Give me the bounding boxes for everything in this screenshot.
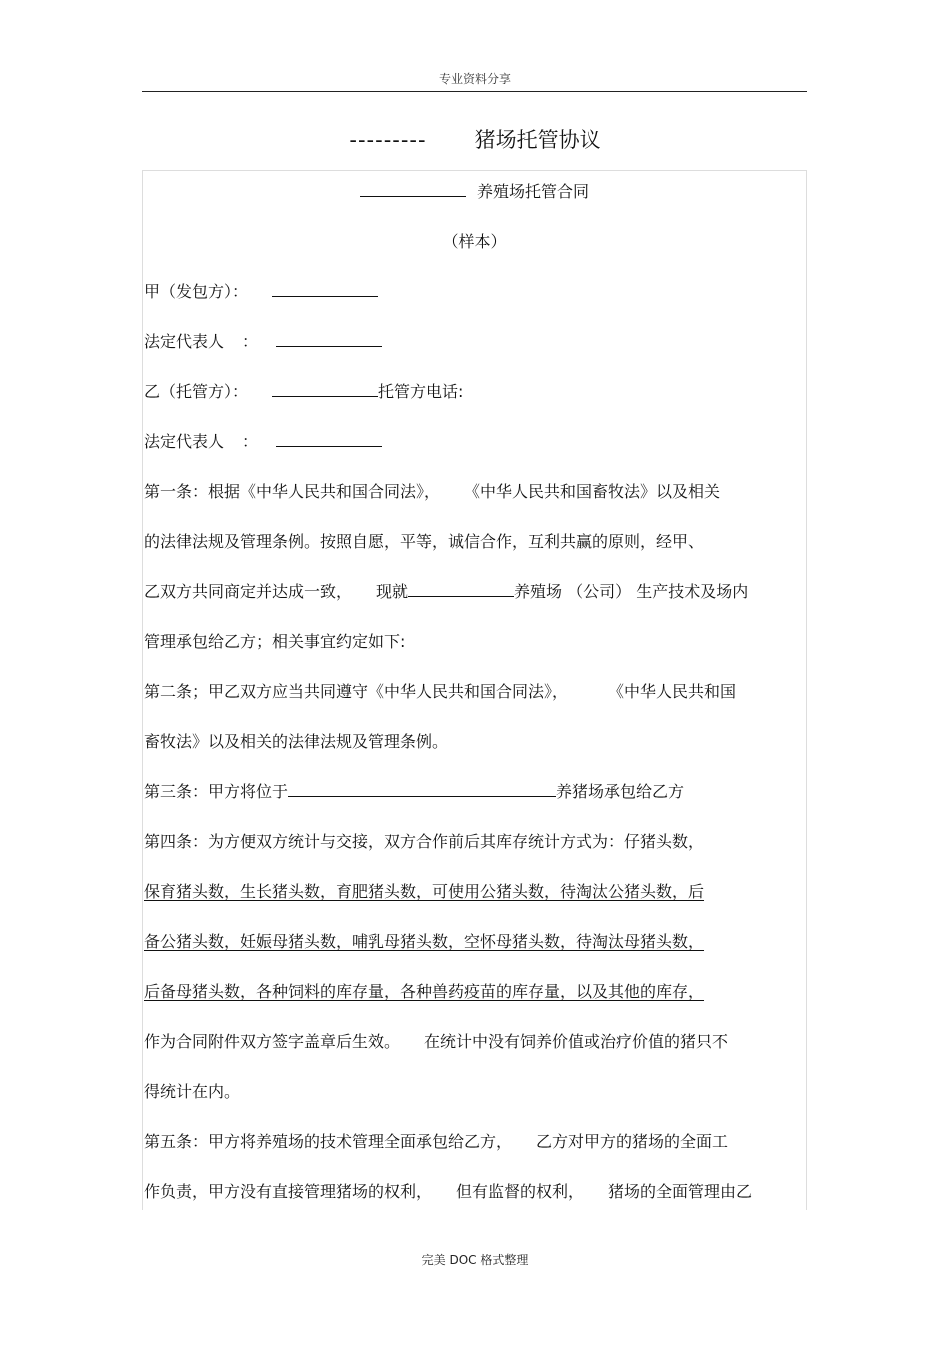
title-text: 猪场托管协议 bbox=[474, 128, 601, 152]
party-b-blank bbox=[272, 380, 378, 397]
article-5-text: 乙方对甲方的猪场的全面工 bbox=[536, 1132, 729, 1151]
article-2-line-2: 畜牧法》以及相关的法律法规及管理条例。 bbox=[144, 732, 449, 751]
article-1-line-2: 的法律法规及管理条例。按照自愿，平等，诚信合作，互利共赢的原则，经甲、 bbox=[144, 532, 705, 551]
article-1-line-3 bbox=[144, 580, 806, 604]
contract-heading-text: 养殖场托管合同 bbox=[477, 182, 590, 201]
article-1-text: 养殖场 （公司） 生产技术及场内 bbox=[514, 582, 749, 601]
party-b-label: 乙（托管方）： bbox=[144, 382, 249, 401]
article-1-text: 《中华人民共和国畜牧法》以及相关 bbox=[464, 482, 721, 501]
article-4-line-3: 备公猪头数，妊娠母猪头数，哺乳母猪头数，空怀母猪头数，待淘汰母猪头数， bbox=[144, 932, 705, 951]
legal-rep-label: 法定代表人 bbox=[144, 332, 225, 351]
article-5-line-1 bbox=[144, 1130, 806, 1154]
article-3-text: 第三条：甲方将位于 bbox=[144, 782, 289, 801]
content-frame-right bbox=[806, 170, 807, 1210]
article-3-line bbox=[144, 780, 806, 804]
farm-name-blank bbox=[360, 180, 466, 197]
article-3-text: 养猪场承包给乙方 bbox=[556, 782, 685, 801]
article-2-text: 第二条；甲乙双方应当共同遵守《中华人民共和国合同法》， bbox=[144, 682, 569, 701]
phone-label: 托管方电话: bbox=[378, 382, 464, 401]
party-a-blank bbox=[272, 280, 378, 297]
article-1-text: 乙双方共同商定并达成一致， bbox=[144, 582, 353, 601]
farm-blank bbox=[408, 580, 514, 597]
article-4-text: 在统计中没有饲养价值或治疗价值的猪只不 bbox=[424, 1032, 729, 1051]
location-blank bbox=[288, 780, 556, 797]
party-b-legal-rep-line bbox=[144, 430, 806, 454]
article-4-line-1: 第四条：为方便双方统计与交接，双方合作前后其库存统计方式为：仔猪头数， bbox=[144, 832, 705, 851]
party-a-legal-rep-line bbox=[144, 330, 806, 354]
article-2-line-1 bbox=[144, 680, 806, 704]
party-b-legal-rep-blank bbox=[276, 430, 382, 447]
article-4-text: 作为合同附件双方签字盖章后生效。 bbox=[144, 1032, 401, 1051]
party-a-label: 甲（发包方）： bbox=[144, 282, 249, 301]
contract-heading bbox=[142, 180, 807, 204]
article-5-text: 作负责，甲方没有直接管理猪场的权利， bbox=[144, 1182, 433, 1201]
page-footer: 完美 DOC 格式整理 bbox=[421, 1253, 529, 1267]
page-header: 专业资料分享 bbox=[438, 72, 511, 86]
legal-rep-colon: ： bbox=[242, 432, 259, 451]
sample-label: （样本） bbox=[442, 232, 507, 251]
article-5-text: 第五条：甲方将养殖场的技术管理全面承包给乙方， bbox=[144, 1132, 513, 1151]
party-b-line bbox=[144, 380, 806, 404]
article-5-line-2 bbox=[144, 1180, 806, 1204]
content-frame-left bbox=[142, 170, 143, 1210]
document-title bbox=[0, 124, 950, 154]
header-divider bbox=[142, 91, 807, 92]
article-1-text: 第一条：根据《中华人民共和国合同法》， bbox=[144, 482, 441, 501]
legal-rep-label: 法定代表人 bbox=[144, 432, 225, 451]
article-1-line-1 bbox=[144, 480, 806, 504]
article-4-line-2: 保育猪头数，生长猪头数，育肥猪头数，可使用公猪头数，待淘汰公猪头数，后 bbox=[144, 882, 705, 901]
article-4-line-4: 后备母猪头数，各种饲料的库存量，各种兽药疫苗的库存量，以及其他的库存， bbox=[144, 982, 705, 1001]
legal-rep-colon: ： bbox=[242, 332, 259, 351]
article-4-line-5 bbox=[144, 1030, 806, 1054]
article-2-text: 《中华人民共和国 bbox=[608, 682, 737, 701]
article-1-text: 现就 bbox=[376, 582, 409, 601]
party-a-line bbox=[144, 280, 806, 304]
party-a-legal-rep-blank bbox=[276, 330, 382, 347]
article-1-line-4: 管理承包给乙方；相关事宜约定如下: bbox=[144, 632, 406, 651]
title-dashes: --------- bbox=[349, 128, 427, 152]
article-5-text: 猪场的全面管理由乙 bbox=[608, 1182, 753, 1201]
article-5-text: 但有监督的权利， bbox=[456, 1182, 585, 1201]
article-4-line-6: 得统计在内。 bbox=[144, 1082, 241, 1101]
content-frame-top bbox=[142, 170, 807, 171]
